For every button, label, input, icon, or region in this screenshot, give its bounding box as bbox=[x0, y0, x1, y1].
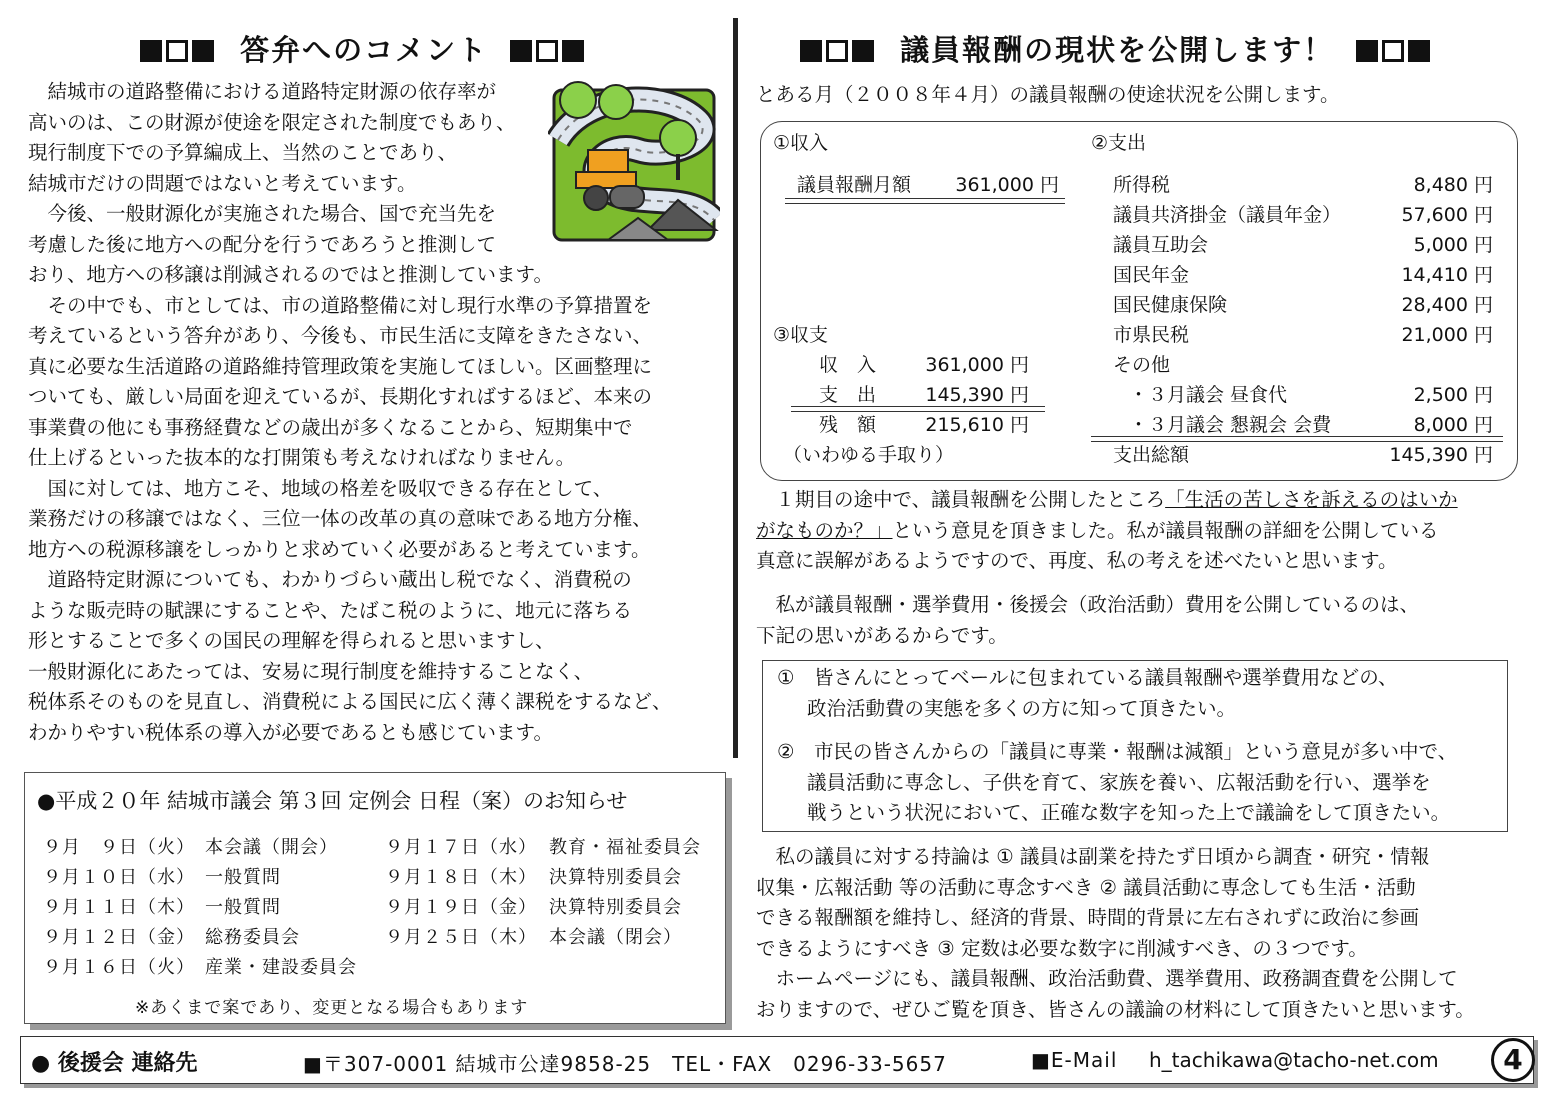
paragraph-line: ような販売時の賦課にすることや、たばこ税のように、地元に落ちる bbox=[28, 598, 633, 622]
paragraph-line: 下記の思いがあるからです。 bbox=[756, 623, 1008, 647]
footer-email[interactable]: h_tachikawa@tacho-net.com bbox=[1149, 1048, 1439, 1072]
footer-label: ● 後援会 連絡先 bbox=[31, 1051, 198, 1076]
paragraph-line: 高いのは、この財源が使途を限定された制度でもあり、 bbox=[28, 110, 516, 134]
paragraph-line: 考慮した後に地方への配分を行うであろうと推測して bbox=[28, 232, 497, 256]
schedule-event: 決算特別委員会 bbox=[549, 897, 682, 918]
reason-line: 議員活動に専念し、子供を育て、家族を養い、広報活動を行い、選挙を bbox=[807, 770, 1431, 794]
paragraph-line: わかりやすい税体系の導入が必要であるとも感じています。 bbox=[28, 720, 553, 744]
paragraph-line: 形とすることで多くの国民の理解を得られると思いますし、 bbox=[28, 629, 555, 652]
reason-line: 皆さんにとってベールに包まれている議員報酬や選挙費用などの、 bbox=[814, 666, 1398, 689]
paragraph-line: できるようにすべき ③ 定数は必要な数字に削減すべき、の３つです。 bbox=[756, 936, 1368, 960]
balance-row-amount: 215,610 円 bbox=[925, 414, 1029, 436]
expense-label: 市県民税 bbox=[1113, 324, 1190, 346]
square-filled-icon bbox=[510, 40, 532, 62]
schedule-event: 産業・建設委員会 bbox=[205, 957, 357, 978]
paragraph-line: 収集・広報活動 等の活動に専念すべき ② 議員活動に専念しても生活・活動 bbox=[756, 875, 1416, 899]
paragraph-line: 私の議員に対する持論は ① 議員は副業を持たず日頃から調査・研究・情報 bbox=[756, 845, 1430, 868]
schedule-date: ９月１７日（水） bbox=[385, 837, 537, 858]
expense-total-amount: 145,390 円 bbox=[1389, 444, 1493, 466]
schedule-date: ９月１９日（金） bbox=[385, 897, 537, 918]
reason-line: 市民の皆さんからの「議員に専業・報酬は減額」という意見が多い中で、 bbox=[814, 740, 1458, 763]
left-heading-text: 答弁へのコメント bbox=[240, 33, 489, 67]
expense-label: ・３月議会 懇親会 会費 bbox=[1129, 414, 1332, 436]
income-rule bbox=[785, 198, 1065, 204]
footer-email-label: ■E-Mail bbox=[1031, 1048, 1118, 1072]
right-paragraph-2 bbox=[756, 590, 1419, 651]
expense-amount: 5,000 円 bbox=[1413, 234, 1493, 256]
schedule-event: 一般質問 bbox=[205, 867, 281, 888]
paragraph-line: その中でも、市としては、市の道路整備に対し現行水準の予算措置を bbox=[28, 293, 653, 317]
square-outline-icon bbox=[166, 40, 188, 62]
expenses-label: ②支出 bbox=[1091, 132, 1147, 154]
schedule-date: ９月 ９日（火） bbox=[43, 837, 195, 858]
paragraph-line: 結城市の道路整備における道路特定財源の依存率が bbox=[28, 80, 497, 103]
paragraph-line: 国に対しては、地方こそ、地域の格差を吸収できる存在として、 bbox=[28, 476, 613, 500]
schedule-box bbox=[24, 772, 726, 1024]
paragraph-line: 今後、一般財源化が実施された場合、国で充当先を bbox=[28, 202, 497, 225]
schedule-event: 一般質問 bbox=[205, 897, 281, 918]
right-paragraph-1 bbox=[756, 485, 1458, 577]
expense-amount: 14,410 円 bbox=[1401, 264, 1493, 286]
expense-label: 議員互助会 bbox=[1113, 234, 1209, 256]
expense-amount: 28,400 円 bbox=[1401, 294, 1493, 316]
square-filled-icon bbox=[1408, 40, 1430, 62]
square-filled-icon bbox=[192, 40, 214, 62]
income-item: 議員報酬月額 bbox=[797, 174, 912, 196]
expense-amount: 57,600 円 bbox=[1401, 204, 1493, 226]
income-label: ①収入 bbox=[773, 132, 829, 154]
right-paragraph-3 bbox=[756, 842, 1475, 1025]
paragraph-line: 税体系そのものを見直し、消費税による国民に広く薄く課税をするなど、 bbox=[28, 690, 672, 713]
reason-line: 政治活動費の実態を多くの方に知って頂きたい。 bbox=[807, 696, 1237, 720]
paragraph-line: １期目の途中で、議員報酬を公開したところ bbox=[756, 488, 1166, 511]
left-heading bbox=[140, 28, 588, 69]
square-filled-icon bbox=[140, 40, 162, 62]
schedule-event: 決算特別委員会 bbox=[549, 867, 682, 888]
paragraph-line: おりますので、ぜひご覧を頂き、皆さんの議論の材料にして頂きたいと思います。 bbox=[756, 997, 1475, 1021]
square-filled-icon bbox=[1356, 40, 1378, 62]
paragraph-line: 現行制度下での予算編成上、当然のことであり、 bbox=[28, 141, 458, 164]
paragraph-line: ホームページにも、議員報酬、政治活動費、選挙費用、政務調査費を公開して bbox=[756, 967, 1458, 990]
quoted-opinion: がなものか？」 bbox=[756, 518, 893, 542]
balance-row-amount: 361,000 円 bbox=[925, 354, 1029, 376]
paragraph-line: 真に必要な生活道路の道路維持管理政策を実施してほしい。区画整理に bbox=[28, 354, 653, 378]
schedule-title: ●平成２０年 結城市議会 第３回 定例会 日程（案）のお知らせ bbox=[37, 789, 628, 813]
reason-number: ① bbox=[777, 666, 795, 689]
schedule-date: ９月１０日（水） bbox=[43, 867, 195, 888]
reason-line: 戦うという状況において、正確な数字を知った上で議論をして頂きたい。 bbox=[807, 801, 1451, 824]
paragraph-line: という意見を頂きました。私が議員報酬の詳細を公開している bbox=[892, 518, 1439, 542]
paragraph-line: 一般財源化にあたっては、安易に現行制度を維持することなく、 bbox=[28, 659, 594, 683]
balance-label: ③収支 bbox=[773, 324, 829, 346]
schedule-event: 教育・福祉委員会 bbox=[549, 837, 701, 858]
schedule-date: ９月１８日（木） bbox=[385, 867, 537, 888]
income-amount: 361,000 円 bbox=[955, 174, 1059, 196]
road-illustration bbox=[548, 80, 720, 250]
paragraph-line: 私が議員報酬・選挙費用・後援会（政治活動）費用を公開しているのは、 bbox=[756, 593, 1420, 616]
balance-row-label: 支 出 bbox=[819, 384, 877, 406]
expense-label: 国民年金 bbox=[1113, 264, 1190, 286]
square-filled-icon bbox=[800, 40, 822, 62]
finance-box bbox=[760, 121, 1518, 481]
paragraph-line: 結城市だけの問題ではないと考えています。 bbox=[28, 171, 417, 195]
schedule-date: ９月１２日（金） bbox=[43, 927, 195, 948]
square-filled-icon bbox=[852, 40, 874, 62]
expense-label: 所得税 bbox=[1113, 174, 1171, 196]
square-outline-icon bbox=[536, 40, 558, 62]
balance-row-label: 収 入 bbox=[819, 354, 877, 376]
schedule-date: ９月２５日（木） bbox=[385, 927, 537, 948]
paragraph-line: 仕上げるといった抜本的な打開策も考えなければなりません。 bbox=[28, 446, 576, 469]
schedule-event: 本会議（閉会） bbox=[549, 927, 682, 948]
page-number-text: 4 bbox=[1503, 1043, 1523, 1076]
schedule-date: ９月１６日（火） bbox=[43, 957, 195, 978]
right-heading bbox=[800, 28, 1434, 69]
paragraph-line: 真意に誤解があるようですので、再度、私の考えを述べたいと思います。 bbox=[756, 549, 1398, 572]
paragraph-line: 業務だけの移譲ではなく、三位一体の改革の真の意味である地方分権、 bbox=[28, 507, 652, 530]
reasons-box bbox=[762, 660, 1508, 832]
expense-amount: 8,480 円 bbox=[1413, 174, 1493, 196]
paragraph-line: 事業費の他にも事務経費などの歳出が多くなることから、短期集中で bbox=[28, 415, 633, 439]
reason-1 bbox=[777, 663, 1397, 724]
footer-address: ■〒307-0001 結城市公達9858-25 TEL・FAX 0296-33-5657 bbox=[303, 1052, 947, 1076]
square-outline-icon bbox=[1382, 40, 1404, 62]
expense-amount: 21,000 円 bbox=[1401, 324, 1493, 346]
footer bbox=[20, 1036, 1534, 1084]
paragraph-line: おり、地方への移譲は削減されるのではと推測しています。 bbox=[28, 263, 553, 286]
paragraph-line: 道路特定財源についても、わかりづらい蔵出し税でなく、消費税の bbox=[28, 568, 632, 591]
right-intro: とある月（２００８年４月）の議員報酬の使途状況を公開します。 bbox=[756, 83, 1340, 106]
schedule-event: 総務委員会 bbox=[205, 927, 300, 948]
expense-total-label: 支出総額 bbox=[1113, 444, 1190, 466]
quoted-opinion: 「生活の苦しさを訴えるのはいか bbox=[1165, 488, 1458, 511]
right-heading-text: 議員報酬の現状を公開します！ bbox=[900, 33, 1335, 67]
expense-label: ・３月議会 昼食代 bbox=[1129, 384, 1288, 406]
reason-number: ② bbox=[777, 740, 795, 763]
square-filled-icon bbox=[562, 40, 584, 62]
paragraph-line: ついても、厳しい局面を迎えているが、長期化すればするほど、本来の bbox=[28, 385, 653, 408]
reason-2 bbox=[777, 737, 1457, 829]
expense-label: 議員共済掛金（議員年金） bbox=[1113, 204, 1342, 226]
expense-amount: 2,500 円 bbox=[1413, 384, 1493, 406]
square-outline-icon bbox=[826, 40, 848, 62]
expense-amount: 8,000 円 bbox=[1413, 414, 1493, 436]
schedule-note: ※あくまで案であり、変更となる場合もあります bbox=[135, 998, 529, 1018]
balance-note: （いわゆる手取り） bbox=[783, 444, 955, 466]
schedule-date: ９月１１日（木） bbox=[43, 897, 195, 918]
balance-row-amount: 145,390 円 bbox=[925, 384, 1029, 406]
column-divider bbox=[733, 18, 738, 758]
page-number bbox=[1491, 1038, 1535, 1082]
paragraph-line: 考えているという答弁があり、今後も、市民生活に支障をきたさない、 bbox=[28, 324, 653, 347]
expense-label: 国民健康保険 bbox=[1113, 294, 1228, 316]
paragraph-line: 地方への税源移譲をしっかりと求めていく必要があると考えています。 bbox=[28, 537, 651, 561]
schedule-event: 本会議（開会） bbox=[205, 837, 338, 858]
balance-row-label: 残 額 bbox=[819, 414, 877, 436]
paragraph-line: できる報酬額を維持し、経済的背景、時間的背景に左右されずに政治に参画 bbox=[756, 906, 1420, 929]
expense-label: その他 bbox=[1113, 354, 1171, 376]
